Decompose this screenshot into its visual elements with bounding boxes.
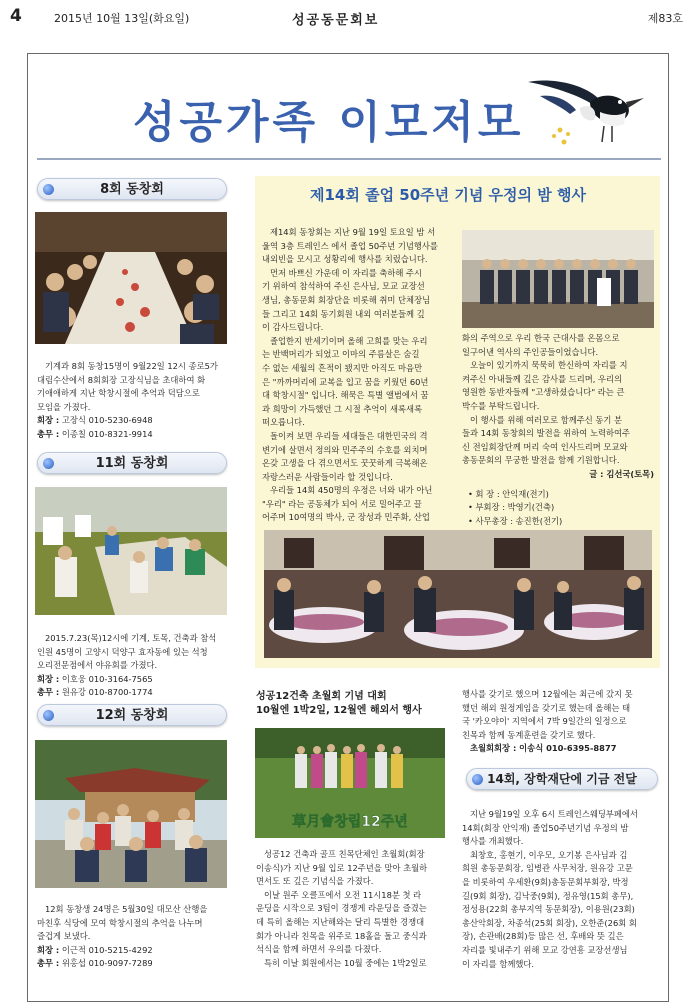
headline-line: 10월엔 1박2일, 12월엔 해외서 행사: [256, 705, 422, 716]
text-line: 친목과 함께 동계훈련을 갖기로 했다.: [462, 729, 596, 740]
text-line: 이 자리를 함께했다.: [462, 958, 535, 969]
contact-secretary: 총무 : 원유강 010-8700-1774: [37, 687, 153, 698]
text-line: 면서도 또 깊은 기념식을 가졌다.: [256, 876, 374, 887]
photo-14th-group: [462, 230, 654, 328]
golf-chair-contact: 초월회회장 : 이송식 010-6395-8877: [470, 743, 617, 754]
text-line: 희원 총동문회장, 임병관 사무처장, 원유강 고문: [462, 863, 633, 874]
page-number: 4: [10, 6, 22, 26]
text-line: 12회 동창생 24명은 5월30일 대모산 산행을: [45, 904, 208, 914]
text-line: 이 행사를 위해 여러모로 함께주신 동기 분: [470, 414, 623, 425]
text-line: 이 감사드립니다.: [262, 322, 324, 333]
photo-8th-reunion: [35, 212, 227, 344]
text-line: 총산악회장, 차종석(25회 회장), 오한준(26회 회: [462, 917, 637, 928]
section-heading-text: 11회 동창회: [95, 456, 169, 471]
text-line: 자랑스러운 사람들이라 할 것입니다.: [262, 471, 393, 482]
text-line: 회가 아니라 친목을 위주로 18홀을 돌고 중식과: [256, 930, 427, 941]
text-line: 데 특히 올해는 지난해와는 달리 특별한 경쟁대: [256, 916, 425, 927]
text-line: 과 희망이 가득했던 그 시절 추억이 새록새록: [262, 403, 423, 414]
text-line: 는 반백머리가 되었고 이마의 주름살은 숨길: [262, 349, 420, 360]
publication-name: 성공동문회보: [292, 13, 380, 28]
photo-14th-banquet: [264, 530, 652, 658]
text-line: 켜주신 아내들께 깊은 감사를 드리며, 우리의: [462, 373, 623, 384]
banner-title: 성공가족 이모저모: [133, 97, 525, 148]
text-line: 이날 원주 오클프에서 오전 11시18분 첫 라: [264, 889, 422, 900]
text-line: 행사를 갖기로 했으며 12월에는 최근에 갔지 못: [462, 689, 633, 699]
section-heading-text: 12회 동창회: [95, 708, 169, 723]
bullet-icon: [43, 710, 54, 721]
text-line: 운딩을 시작으로 3팀이 경쟁게 라운딩을 즐겼는: [256, 903, 427, 914]
article-11th-body: [37, 632, 229, 700]
text-line: 즐겁게 보냈다.: [37, 931, 91, 942]
section-heading-text: 8회 동창회: [100, 182, 164, 197]
text-line: 변기에 살면서 정의와 민주주의 수호를 외치며: [262, 444, 428, 455]
contact-president: 회장 : 고장식 010-5230-6948: [37, 415, 153, 426]
text-line: 석식을 함께 하면서 우의를 다졌다.: [256, 944, 382, 955]
text-line: 행사를 개최했다.: [462, 836, 524, 847]
golf-headline: [256, 690, 456, 718]
text-line: 특히 이날 회원에서는 10월 중에는 1박2일로: [264, 957, 427, 968]
text-line: 신 전임회장단께 머리 숙여 인사드리며 모교와: [462, 441, 628, 452]
photo-caption: 草月會창립12주년: [292, 814, 408, 830]
section-heading-12th: [37, 704, 227, 726]
contact-president: 회장 : 이근적 010-5215-4292: [37, 944, 153, 955]
text-line: 은 "까까머리에 교복을 입고 꿈을 키웠던 60년: [262, 376, 429, 387]
contact-secretary: 총무 : 위홍섭 010-9097-7289: [37, 958, 153, 969]
scholarship-body: [462, 808, 658, 971]
photo-12th-reunion: [35, 740, 227, 888]
text-line: 자리를 빛내주기 위해 모교 강연흥 교장선생님: [462, 944, 628, 955]
text-line: 마친후 식당에 모여 학창시절의 추억을 나누며: [37, 917, 203, 928]
text-line: 14회(회장 안익재) 졸업50주년기념 우정의 밤: [462, 822, 629, 833]
page-header: [0, 0, 695, 42]
issue-number: 제83호: [647, 12, 683, 25]
photo-golf-club: [255, 728, 445, 838]
text-line: 했던 해외 원정게임을 갖기로 했는데 올해는 태: [462, 702, 631, 713]
text-line: 지난 9월19일 오후 6시 트레인스웨딩부페에서: [470, 809, 638, 819]
officer-line: • 사무총장 : 송진한(전기): [468, 515, 563, 526]
text-line: 오늘이 있기까지 묵묵히 한신하여 자리를 지: [470, 360, 628, 371]
banner-divider: [37, 158, 661, 160]
text-line: 장), 손관배(28회)등 많은 선, 후배와 뜻 깊은: [462, 931, 624, 942]
magpie-illustration: [520, 72, 650, 154]
section-heading-scholarship: [466, 768, 658, 790]
article-author: 글 : 김선국(토목): [589, 468, 654, 479]
text-line: 생님, 총동문회 회장단을 비롯해 취미 단체장님: [262, 294, 431, 305]
text-line: 인원 45명이 고양시 덕양구 효자동에 있는 석청: [37, 646, 208, 657]
text-line: 온갖 고생을 다 겪으면서도 꿋꿋하게 극복해온: [262, 458, 428, 469]
text-line: 길(9회 회장), 김낙중(9회), 정유영(15회 총무),: [462, 890, 634, 901]
text-line: 을 비롯하여 우세환(9회)총동문회부회장, 박정: [462, 876, 629, 887]
article-12th-body: [37, 903, 229, 971]
feature-body-col1: [262, 226, 454, 525]
text-line: 내외빈을 모시고 성황리에 행사를 치렀습니다.: [262, 254, 428, 265]
feature-body-col2: [462, 332, 654, 528]
feature-title: 제14회 졸업 50주년 기념 우정의 밤 행사: [310, 186, 586, 204]
text-line: 박수를 부탁드립니다.: [462, 400, 540, 411]
contact-secretary: 총무 : 이종칠 010-8321-9914: [37, 428, 153, 439]
text-line: 기애애하게 지난 학창시절에 추억과 덕담으로: [37, 388, 200, 399]
section-heading-11th: [37, 452, 227, 474]
contact-president: 회장 : 이호웅 010-3164-7565: [37, 673, 153, 684]
text-line: 우리들 14회 450명의 우정은 너와 내가 아닌: [270, 485, 433, 496]
text-line: 이송식)가 지난 9월 입로 12주년을 맞아 초월하: [256, 862, 428, 873]
text-line: 대 학창시절" 입니다. 해묵은 특별 앨범에서 꿈: [262, 390, 429, 401]
text-line: 수 없는 세월의 흔적이 됐지만 아직도 마음만: [262, 362, 423, 373]
text-line: 들과 14회 동창회의 발전을 위하여 노력하여주: [462, 428, 631, 439]
text-line: 기계과 8회 동창15명이 9월22일 12시 종로5가: [45, 361, 218, 371]
photo-11th-reunion: [35, 487, 227, 615]
text-line: 2015.7.23(목)12시에 기계, 토목, 건축과 참석: [45, 633, 217, 643]
text-line: 떠오릅니다.: [262, 417, 305, 428]
text-line: 먼저 바쁘신 가운데 이 자리를 축하해 주시: [270, 267, 423, 278]
issue-date: 2015년 10월 13일(화요일): [54, 12, 190, 25]
text-line: "우리" 라는 공동체가 되어 서로 밀어주고 끌: [262, 498, 422, 509]
text-line: 어주며 10여명의 박사, 군 장성과 민주화, 산업: [262, 512, 430, 523]
section-heading-8th: [37, 178, 227, 200]
text-line: 일구어낸 역사의 주인공들이었습니다.: [462, 346, 599, 357]
golf-body-col1: [256, 848, 456, 970]
bullet-icon: [43, 458, 54, 469]
text-line: 오리전문점에서 야유회를 가졌다.: [37, 660, 158, 671]
text-line: 총동문회의 무궁한 발전을 함께 기원합니다.: [462, 455, 620, 466]
text-line: 모임을 가졌다.: [37, 401, 91, 412]
text-line: 화의 주역으로 우리 한국 근대사를 온몸으로: [462, 333, 620, 343]
text-line: 울역 3층 트레인스 에서 졸업 50주년 기념행사를: [262, 240, 438, 251]
text-line: 들 그리고 14회 동기회원 내외 여러분들께 깊: [262, 308, 425, 319]
text-line: 대림수산에서 8회회장 고장식님을 초대하여 화: [37, 374, 206, 385]
golf-body-col2: [462, 688, 658, 756]
headline-line: 성공12건축 초월회 기념 대회: [256, 691, 387, 702]
text-line: 졸업한지 반세기이며 올해 고희를 맞는 우리: [270, 335, 428, 346]
text-line: 성공12 건축과 골프 친목단체인 초월회(회장: [264, 849, 425, 859]
officer-line: • 부회장 : 박영기(건축): [468, 502, 555, 513]
text-line: 국 '카오야이' 지역에서 7박 9일간의 일정으로: [462, 716, 627, 727]
section-heading-text: 14회, 장학재단에 기금 전달: [487, 772, 637, 786]
bullet-icon: [472, 774, 483, 785]
text-line: 제14회 동창회는 지난 9월 19일 토요일 밤 서: [270, 227, 436, 237]
officer-line: • 회 장 : 안익재(전기): [468, 488, 549, 499]
text-line: 기 위하여 참석하여 주신 은사님, 모교 교장선: [262, 281, 425, 292]
text-line: 정성용(22회 총부지역 동문회장), 이용원(23회): [462, 904, 635, 915]
text-line: 영원한 동반자들께 "고생하셨습니다" 라는 큰: [462, 387, 625, 398]
bullet-icon: [43, 184, 54, 195]
text-line: 돌이켜 보면 우리들 세대들은 대한민국의 격: [270, 430, 428, 441]
text-line: 최창호, 홍현기, 이우모, 오기봉 은사님과 김: [470, 849, 628, 860]
article-8th-body: [37, 360, 229, 442]
